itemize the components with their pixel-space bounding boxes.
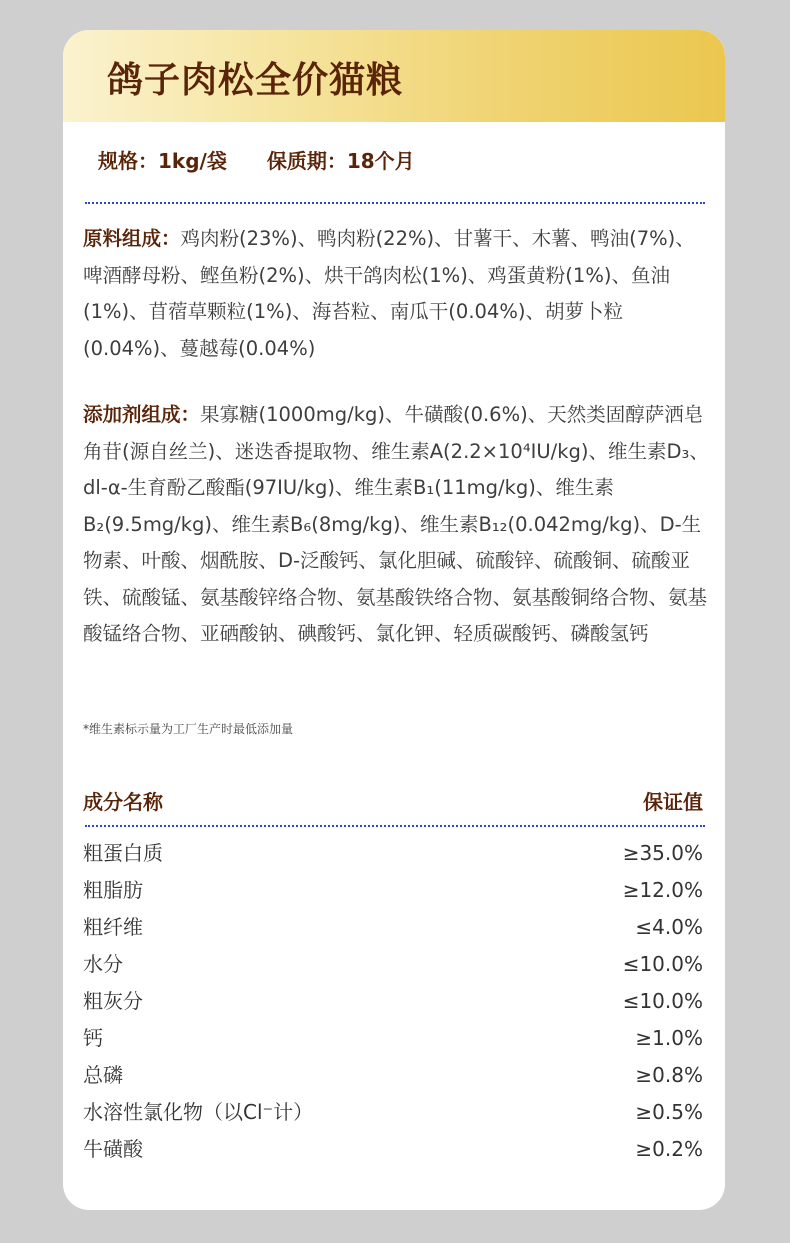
nutrient-name: 粗蛋白质 [83,841,163,865]
nutrient-name: 总磷 [83,1063,123,1087]
nutrient-name: 水分 [83,952,123,976]
spec-line [98,145,415,174]
nutrient-name: 牛磺酸 [83,1137,143,1161]
spec-shelf-life: 保质期：18个月 [266,149,415,173]
table-row [83,909,703,946]
nutrient-value: ≥12.0% [622,878,703,902]
nutrient-name: 水溶性氯化物（以Cl⁻计） [83,1100,314,1124]
nutrient-value: ≤10.0% [622,989,703,1013]
table-row [83,835,703,872]
nutrient-value: ≤10.0% [622,952,703,976]
nutrient-name: 粗脂肪 [83,878,143,902]
table-row [83,1057,703,1094]
dotted-divider [85,202,705,204]
table-row [83,1094,703,1131]
vitamin-note: *维生素标示量为工厂生产时最低添加量 [83,722,294,736]
nutrient-name: 粗纤维 [83,915,143,939]
ingredients-label: 原料组成： [83,227,181,250]
table-row [83,872,703,909]
product-info-card [63,30,725,1210]
spec-size: 规格：1kg/袋 [98,149,227,173]
nutrient-value: ≤4.0% [635,915,703,939]
table-row [83,1131,703,1168]
dotted-divider [85,825,705,827]
additives-label: 添加剂组成： [83,403,201,426]
nutrient-name: 钙 [83,1026,103,1050]
product-title: 鸽子肉松全价猫粮 [107,60,404,101]
table-header-value: 保证值 [643,790,703,814]
table-row [83,946,703,983]
nutrient-value: ≥35.0% [622,841,703,865]
nutrient-name: 粗灰分 [83,989,143,1013]
ingredients-text: 鸡肉粉(23%)、鸭肉粉(22%)、甘薯干、木薯、鸭油(7%)、啤酒酵母粉、鲣鱼粉(2%)、烘干鸽肉松(1%)、鸡蛋黄粉(1%)、鱼油(1%)、苜蓿草颗粒(1%)、海苔粒、南瓜干(0.04%)、胡萝卜粒(0.04%)、蔓越莓(0.04%) [83,227,695,360]
table-row [83,983,703,1020]
nutrient-value: ≥0.2% [635,1137,703,1161]
nutrient-value: ≥0.5% [635,1100,703,1124]
ingredients-block [83,221,713,367]
nutrient-value: ≥1.0% [635,1026,703,1050]
nutrient-value: ≥0.8% [635,1063,703,1087]
additives-text: 果寡糖(1000mg/kg)、牛磺酸(0.6%)、天然类固醇萨洒皂角苷(源自丝兰)、迷迭香提取物、维生素A(2.2×10⁴IU/kg)、维生素D₃、dl-α-生育酚乙酸酯(97IU/kg)、维生素B₁(11mg/kg)、维生素B₂(9.5mg/kg)、维生素B₆(8mg/kg)、维生素B₁₂(0.042mg/kg)、D-生物素、叶酸、烟酰胺、D-泛酸钙、氯化胆碱、硫酸锌、硫酸铜、硫酸亚铁、硫酸锰、氨基酸锌络合物、氨基酸铁络合物、氨基酸铜络合物、氨基酸锰络合物、亚硒酸钠、碘酸钙、氯化钾、轻质碳酸钙、磷酸氢钙 [83,403,709,645]
table-row [83,1020,703,1057]
table-header-name: 成分名称 [83,790,163,814]
additives-block [83,397,713,653]
